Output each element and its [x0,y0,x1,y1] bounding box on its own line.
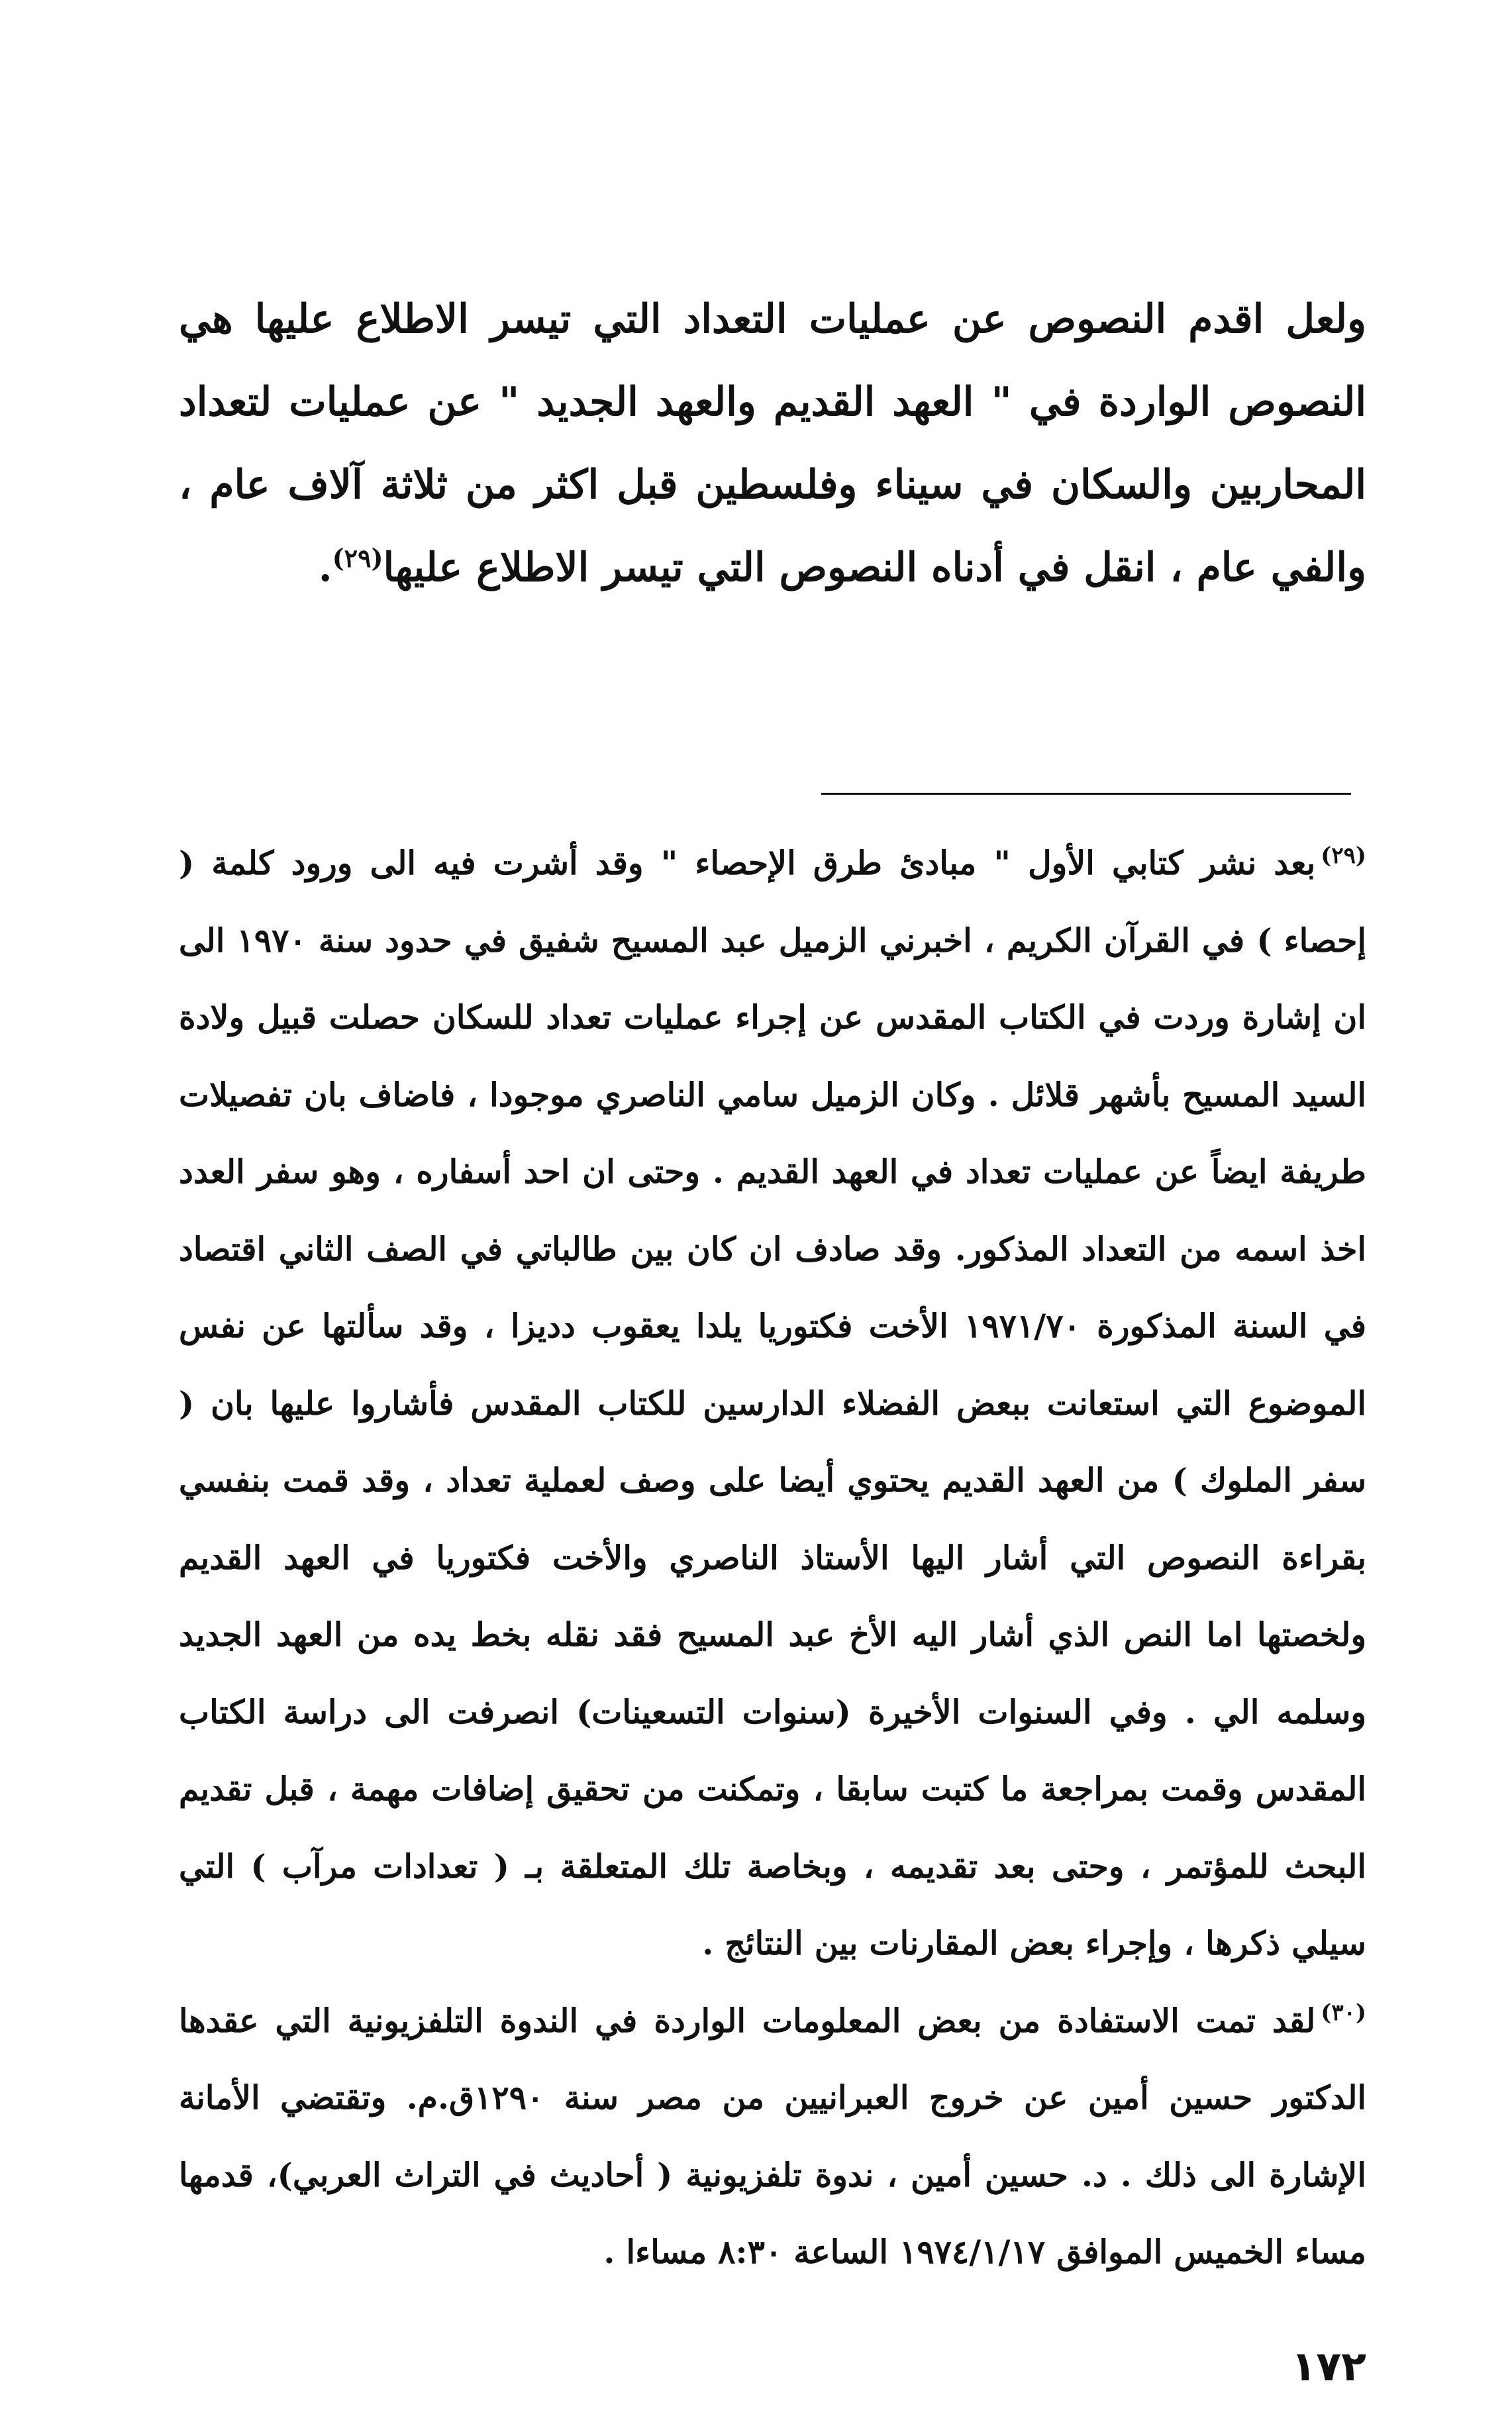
footnote-30 [179,1982,1366,2291]
footnotes-section [179,825,1366,2291]
paragraph-text: ولعل اقدم النصوص عن عمليات التعداد التي تيسر الاطلاع عليها هي النصوص الواردة في " العهد القديم والعهد الجديد " عن عمليات لتعداد المحاربين والسكان في سيناء وفلسطين قبل اكثر من ثلاثة آلاف عام ، والفي عام ، انقل في أدناه النصوص التي تيسر الاطلاع عليها [179,296,1366,591]
paragraph-end-punctuation: . [318,544,332,591]
page-number: ١٧٢ [1291,2342,1366,2390]
footnote-separator-line [821,793,1351,795]
footnote-number: (٢٩) [1321,842,1366,869]
footnote-reference-29: (٢٩) [332,543,383,573]
footnote-number: (٣٠) [1321,2000,1366,2027]
footnote-text: بعد نشر كتابي الأول " مبادئ طرق الإحصاء " وقد أشرت فيه الى ورود كلمة ( إحصاء ) في القرآن الكريم ، اخبرني الزميل عبد المسيح شفيق في حدود سنة ١٩٧٠ الى ان إشارة وردت في الكتاب المقدس عن إجراء عمليات تعداد للسكان حصلت قبيل ولادة السيد المسيح بأشهر قلائل . وكان الزميل سامي الناصري موجودا ، فاضاف بان تفصيلات طريفة ايضاً عن عمليات تعداد في العهد القديم . وحتى ان احد أسفاره ، وهو سفر العدد اخذ اسمه من التعداد المذكور. وقد صادف ان كان بين طالباتي في الصف الثاني اقتصاد في السنة المذكورة ١٩٧١/٧٠ الأخت فكتوريا يلدا يعقوب دديزا ، وقد سألتها عن نفس الموضوع التي استعانت ببعض الفضلاء الدارسين للكتاب المقدس فأشاروا عليها بان ( سفر الملوك ) من العهد القديم يحتوي أيضا على وصف لعملية تعداد ، وقد قمت بنفسي بقراءة النصوص التي أشار اليها الأستاذ الناصري والأخت فكتوريا في العهد القديم ولخصتها اما النص الذي أشار اليه الأخ عبد المسيح فقد نقله بخط يده من العهد الجديد وسلمه الي . وفي السنوات الأخيرة (سنوات التسعينات) انصرفت الى دراسة الكتاب المقدس وقمت بمراجعة ما كتبت سابقا ، وتمكنت من تحقيق إضافات مهمة ، قبل تقديم البحث للمؤتمر ، وحتى بعد تقديمه ، وبخاصة تلك المتعلقة بـ ( تعدادات مرآب ) التي سيلي ذكرها ، وإجراء بعض المقارنات بين النتائج . [179,844,1366,1962]
footnote-29 [179,825,1366,1982]
footnote-text: لقد تمت الاستفادة من بعض المعلومات الواردة في الندوة التلفزيونية التي عقدها الدكتور حسين أمين عن خروج العبرانيين من مصر سنة ١٢٩٠ق.م. وتقتضي الأمانة الإشارة الى ذلك . د. حسين أمين ، ندوة تلفزيونية ( أحاديث في التراث العربي)، قدمها مساء الخميس الموافق ١٩٧٤/١/١٧ الساعة ٨:٣٠ مساءا . [179,2001,1366,2271]
paragraph [179,278,1366,609]
main-paragraph [179,278,1366,609]
